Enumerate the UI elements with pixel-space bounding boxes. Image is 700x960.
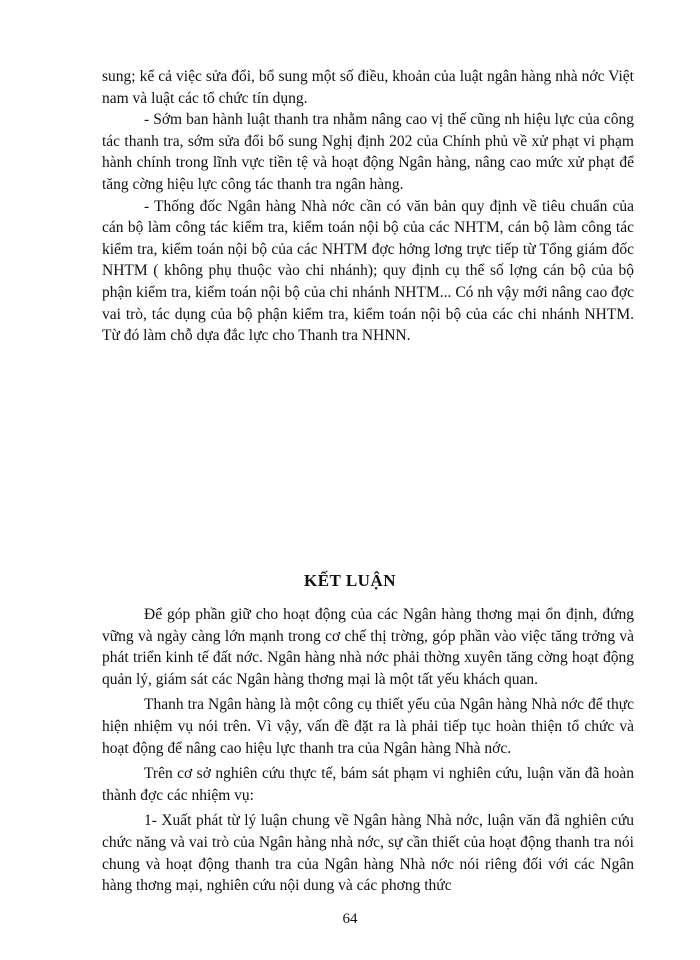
paragraph-tasks-completed: Trên cơ sở nghiên cứu thực tế, bám sát phạm vi nghiên cứu, luận văn đã hoàn thành đợc các nhiệm vụ: (102, 765, 634, 804)
paragraph-conclusion-intro: Để góp phần giữ cho hoạt động của các Ngân hàng thơng mại ổn định, đứng vững và ngày càng lớn mạnh trong cơ chế thị trờng, góp phần vào việc tăng trởng và phát triển kinh tế đất nớc. Ngân hàng nhà nớc phải thờng xuyên tăng cờng hoạt động quản lý, giám sát các Ngân hàng thơng mại là một tất yếu khách quan. (102, 606, 634, 688)
conclusion-section (102, 604, 634, 897)
page-number: 64 (342, 911, 358, 927)
conclusion-heading: KẾT LUẬN (303, 571, 396, 590)
recommendations-section (102, 66, 634, 347)
paragraph-continuation: sung; kể cả việc sửa đổi, bổ sung một số điều, khoản của luật ngân hàng nhà nớc Việt nam và luật các tổ chức tín dụng. (102, 68, 634, 107)
paragraph-governor-regulation: - Thống đốc Ngân hàng Nhà nớc cần có văn bản quy định về tiêu chuẩn của cán bộ làm công tác kiểm tra, kiểm toán nội bộ của các NHTM, cán bộ làm công tác kiểm tra, kiểm toán nội bộ của các NHTM đợc hởng lơng trực tiếp từ Tổng giám đốc NHTM ( không phụ thuộc vào chi nhánh); quy định cụ thể số lợng cán bộ của bộ phận kiểm tra, kiểm toán nội bộ của chi nhánh NHTM... Có nh vậy mới nâng cao đợc vai trò, tác dụng của bộ phận kiểm tra, kiểm toán nội bộ của các chi nhánh NHTM. Từ đó làm chỗ dựa đắc lực cho Thanh tra NHNN. (102, 197, 634, 345)
paragraph-task-one: 1- Xuất phát từ lý luận chung về Ngân hàng Nhà nớc, luận văn đã nghiên cứu chức năng và vai trò của Ngân hàng nhà nớc, sự cần thiết của hoạt động thanh tra nói chung và hoạt động thanh tra của Ngân hàng Nhà nớc nói riêng đối với các Ngân hàng thơng mại, nghiên cứu nội dung và các phơng thức (102, 812, 634, 895)
paragraph-inspection-law: - Sớm ban hành luật thanh tra nhằm nâng cao vị thế cũng nh hiệu lực của công tác thanh tra, sớm sửa đổi bổ sung Nghị định 202 của Chính phủ về xử phạt vi phạm hành chính trong lĩnh vực tiền tệ và hoạt động Ngân hàng, nâng cao mức xử phạt để tăng cờng hiệu lực công tác thanh tra ngân hàng. (102, 111, 634, 193)
paragraph-inspection-tool: Thanh tra Ngân hàng là một công cụ thiết yếu của Ngân hàng Nhà nớc để thực hiện nhiệm vụ nói trên. Vì vậy, vấn đề đặt ra là phải tiếp tục hoàn thiện tổ chức và hoạt động để nâng cao hiệu lực thanh tra của Ngân hàng Nhà nớc. (102, 696, 634, 757)
